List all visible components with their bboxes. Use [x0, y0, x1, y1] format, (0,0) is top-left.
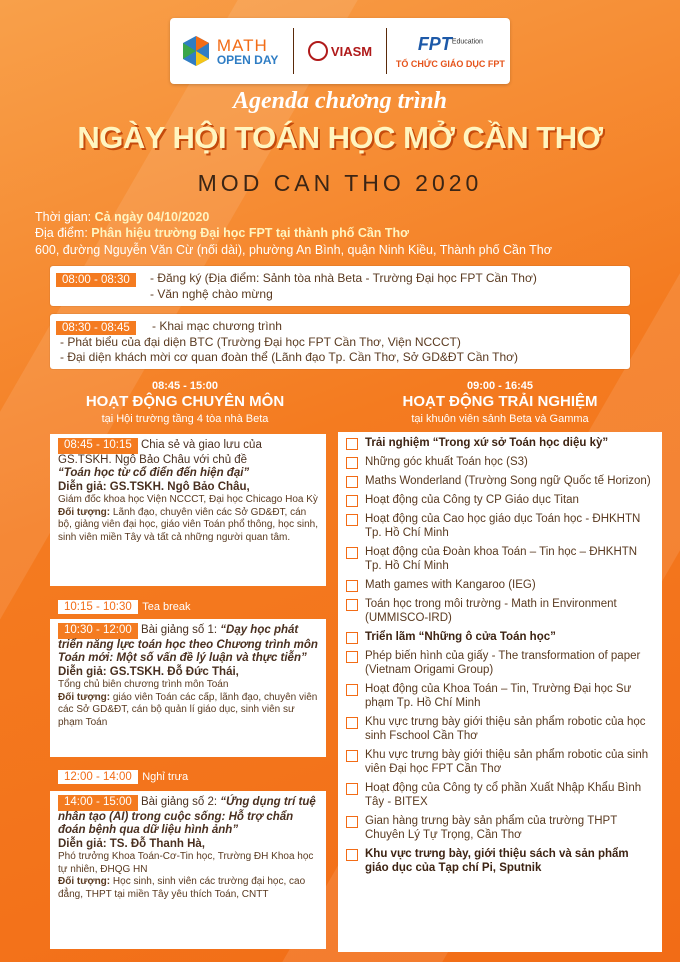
checkbox-icon	[346, 547, 358, 559]
checkbox-icon	[346, 750, 358, 762]
viasm-label: VIASM	[330, 43, 373, 59]
session-topic: “Toán học từ cổ điển đến hiện đại”	[58, 467, 250, 479]
speaker-description: Phó trưởng Khoa Toán-Cơ-Tin học, Trường ĐH Khoa học tự nhiên, ĐHQG HN	[58, 851, 314, 875]
right-section-time: 09:00 - 16:45	[466, 380, 534, 392]
session-do-duc-thai: 10:30 - 12:00 Bài giảng số 1: “Dạy học phát triển năng lực toán học theo Chương trình môn Toán mới: Một số vấn đề lý luận và thực tiễn” Diễn giả: GS.TSKH. Đỗ Đức Thái, Tổng chủ biên chương trình môn Toán Đối tượng: giáo viên Toán các cấp, lãnh đạo, chuyên viên các Sở GD&ĐT, cán bộ quản lí giáo dục, sinh viên sư phạm Toán	[50, 619, 326, 757]
open-day-label: OPEN DAY	[216, 52, 279, 67]
hexagon-logo-icon	[181, 35, 211, 67]
time-badge: 08:30 - 08:45	[56, 321, 136, 335]
checkbox-icon	[346, 651, 358, 663]
session-audience: Lãnh đạo, chuyên viên các Sở GD&ĐT, cán bộ, giảng viên đại học, giáo viên Toán phổ thông, học sinh, sinh viên miền Tây và tất cả những người quan tâm.	[58, 506, 319, 543]
session-speaker: GS.TSKH. Ngô Bảo Châu,	[109, 480, 250, 493]
checkbox-icon	[346, 457, 358, 469]
checkbox-icon	[346, 632, 358, 644]
activity-item	[346, 512, 654, 540]
session-intro: Chia sẻ và giao lưu của GS.TSKH. Ngô Bảo Châu với chủ đề	[58, 439, 262, 466]
activity-label: Hoạt động của Công ty cổ phần Xuất Nhập Khẩu Bình Tây - BITEX	[365, 782, 642, 808]
time-badge: 08:00 - 08:30	[56, 273, 136, 287]
session-audience: giáo viên Toán các cấp, lãnh đạo, chuyên viên các Sở GD&ĐT, cán bộ quản lí giáo dục, sinh viên sư phạm Toán	[58, 691, 318, 728]
activity-item	[346, 781, 654, 809]
activity-label: Khu vực trưng bày giới thiệu sản phẩm robotic của sinh viên Đại học FPT Cần Thơ	[365, 749, 649, 775]
checkbox-icon	[346, 514, 358, 526]
schedule-line: - Văn nghệ chào mừng	[150, 287, 273, 301]
activity-label: Toán học trong môi trường - Math in Environment (UMMISCO-IRD)	[365, 598, 617, 624]
session-intro: Bài giảng số 1:	[140, 624, 221, 636]
checkbox-icon	[346, 476, 358, 488]
event-time: Thời gian: Cả ngày 04/10/2020	[35, 210, 210, 224]
activity-item	[346, 545, 654, 573]
activity-item	[346, 748, 654, 776]
fpt-label: FPT	[417, 33, 452, 54]
activity-label: Triển lãm “Những ô cửa Toán học”	[365, 631, 556, 643]
activity-label: Những góc khuất Toán học (S3)	[365, 456, 528, 468]
activity-item	[346, 493, 654, 507]
activity-label: Trải nghiệm “Trong xứ sở Toán học diệu kỳ”	[365, 437, 609, 449]
schedule-line: - Khai mạc chương trình	[152, 319, 282, 333]
activity-label: Khu vực trưng bày giới thiệu sản phẩm robotic của học sinh Fschool Cần Thơ	[365, 716, 646, 742]
event-place: Địa điểm: Phân hiệu trường Đại học FPT tại thành phố Cần Thơ	[35, 226, 410, 240]
left-section-subheading: tại Hội trường tầng 4 tòa nhà Beta	[101, 413, 269, 425]
time-badge: 10:15 - 10:30	[58, 600, 138, 614]
activity-label: Gian hàng trưng bày sản phẩm của trường THPT Chuyên Lý Tự Trọng, Cần Thơ	[365, 815, 618, 841]
time-badge: 08:45 - 10:15	[58, 438, 138, 454]
session-ngo-bao-chau: 08:45 - 10:15 Chia sẻ và giao lưu của GS.TSKH. Ngô Bảo Châu với chủ đề “Toán học từ cổ điển đến hiện đại” Diễn giả: GS.TSKH. Ngô Bảo Châu, Giám đốc khoa học Viện NCCCT, Đại học Chicago Hoa Kỳ Đối tượng: Lãnh đạo, chuyên viên các Sở GD&ĐT, cán bộ, giảng viên đại học, giáo viên Toán phổ thông, học sinh, sinh viên miền Tây và tất cả những người quan tâm.	[50, 434, 326, 586]
checkbox-icon	[346, 495, 358, 507]
activity-item	[346, 715, 654, 743]
schedule-line: - Đăng ký (Địa điểm: Sảnh tòa nhà Beta - Trường Đại học FPT Cần Thơ)	[150, 271, 537, 285]
activity-item	[346, 682, 654, 710]
speaker-description: Giám đốc khoa học Viện NCCCT, Đại học Chicago Hoa Kỳ	[58, 494, 318, 505]
speaker-description: Tổng chủ biên chương trình môn Toán	[58, 679, 229, 690]
session-topic: “Ứng dụng trí tuệ nhân tạo (AI) trong cuộc sống: Hỗ trợ chẩn đoán bệnh qua dữ liệu hình ảnh”	[58, 796, 316, 836]
session-speaker: TS. Đỗ Thanh Hà,	[109, 837, 205, 850]
activity-label: Hoạt động của Khoa Toán – Tin, Trường Đại học Sư phạm Tp. Hồ Chí Minh	[365, 683, 632, 709]
right-section-heading: HOẠT ĐỘNG TRẢI NGHIỆM	[402, 393, 598, 410]
schedule-opening	[50, 314, 630, 369]
left-section-heading: HOẠT ĐỘNG CHUYÊN MÔN	[85, 393, 285, 410]
schedule-line: - Phát biểu của đại diện BTC (Trường Đại học FPT Cần Thơ, Viện NCCCT)	[60, 335, 461, 349]
activity-item	[346, 814, 654, 842]
checkbox-icon	[346, 438, 358, 450]
activity-list	[346, 436, 654, 880]
checkbox-icon	[346, 783, 358, 795]
agenda-title: Agenda chương trình	[233, 88, 447, 114]
right-section-subheading: tại khuôn viên sảnh Beta và Gamma	[411, 413, 589, 425]
session-topic: “Dạy học phát triển năng lực toán học theo Chương trình môn Toán mới: Một số vấn đề lý luận và thực tiễn”	[58, 624, 318, 664]
math-label: MATH	[216, 35, 268, 55]
break-label: Tea break	[142, 601, 191, 613]
activity-item	[346, 455, 654, 469]
fpt-org-label: TỔ CHỨC GIÁO DỤC FPT	[395, 58, 505, 69]
activity-label: Hoạt động của Công ty CP Giáo dục Titan	[365, 494, 579, 506]
checkbox-icon	[346, 849, 358, 861]
activity-item	[346, 474, 654, 488]
activity-label: Maths Wonderland (Trường Song ngữ Quốc tế Horizon)	[365, 475, 651, 487]
activity-label: Hoạt động của Đoàn khoa Toán – Tin học – ĐHKHTN Tp. Hồ Chí Minh	[365, 546, 638, 572]
checkbox-icon	[346, 816, 358, 828]
fpt-logo	[391, 34, 510, 69]
activity-item	[346, 630, 654, 644]
viasm-logo	[298, 41, 381, 61]
event-address: 600, đường Nguyễn Văn Cừ (nối dài), phường An Bình, quận Ninh Kiều, Thành phố Cần Thơ	[35, 243, 552, 257]
activity-item	[346, 649, 654, 677]
schedule-registration	[50, 266, 630, 306]
session-intro: Bài giảng số 2:	[140, 796, 221, 808]
activity-item	[346, 597, 654, 625]
math-open-day-logo	[170, 35, 289, 67]
logo-bar	[170, 18, 510, 84]
tea-break	[58, 597, 191, 615]
activity-label: Math games with Kangaroo (IEG)	[365, 579, 536, 591]
event-title: NGÀY HỘI TOÁN HỌC MỞ CẦN THƠ	[77, 120, 603, 155]
event-subtitle: MOD CAN THO 2020	[197, 170, 483, 196]
activity-label: Khu vực trưng bày, giới thiệu sách và sản phẩm giáo dục của Tạp chí Pi, Sputnik	[365, 848, 629, 874]
session-do-thanh-ha: 14:00 - 15:00 Bài giảng số 2: “Ứng dụng trí tuệ nhân tạo (AI) trong cuộc sống: Hỗ trợ chẩn đoán bệnh qua dữ liệu hình ảnh” Diễn giả: TS. Đỗ Thanh Hà, Phó trưởng Khoa Toán-Cơ-Tin học, Trường ĐH Khoa học tự nhiên, ĐHQG HN Đối tượng: Học sinh, sinh viên các trường đại học, cao đẳng, THPT tại miền Tây yêu thích Toán, CNTT	[50, 791, 326, 949]
left-section-time: 08:45 - 15:00	[151, 380, 219, 392]
session-audience: Học sinh, sinh viên các trường đại học, cao đẳng, THPT tại miền Tây yêu thích Toán, CNTT	[58, 876, 306, 900]
time-badge: 12:00 - 14:00	[58, 770, 138, 784]
activity-label: Phép biến hình của giấy - The transformation of paper (Vietnam Origami Group)	[365, 650, 641, 676]
lunch-break	[58, 767, 188, 785]
activity-item	[346, 578, 654, 592]
fpt-education-label: Education	[451, 38, 483, 46]
checkbox-icon	[346, 684, 358, 696]
schedule-line: - Đại diện khách mời cơ quan đoàn thể (Lãnh đạo Tp. Cần Thơ, Sở GD&ĐT Cần Thơ)	[60, 350, 519, 364]
time-badge: 14:00 - 15:00	[58, 795, 138, 811]
time-badge: 10:30 - 12:00	[58, 623, 138, 639]
session-speaker: GS.TSKH. Đỗ Đức Thái,	[109, 665, 239, 678]
activity-item	[346, 847, 654, 875]
checkbox-icon	[346, 580, 358, 592]
break-label: Nghỉ trưa	[142, 771, 189, 783]
checkbox-icon	[346, 599, 358, 611]
activity-item	[346, 436, 654, 450]
checkbox-icon	[346, 717, 358, 729]
viasm-emblem-icon	[308, 41, 328, 61]
activity-label: Hoạt động của Cao học giáo dục Toán học - ĐHKHTN Tp. Hồ Chí Minh	[365, 513, 641, 539]
